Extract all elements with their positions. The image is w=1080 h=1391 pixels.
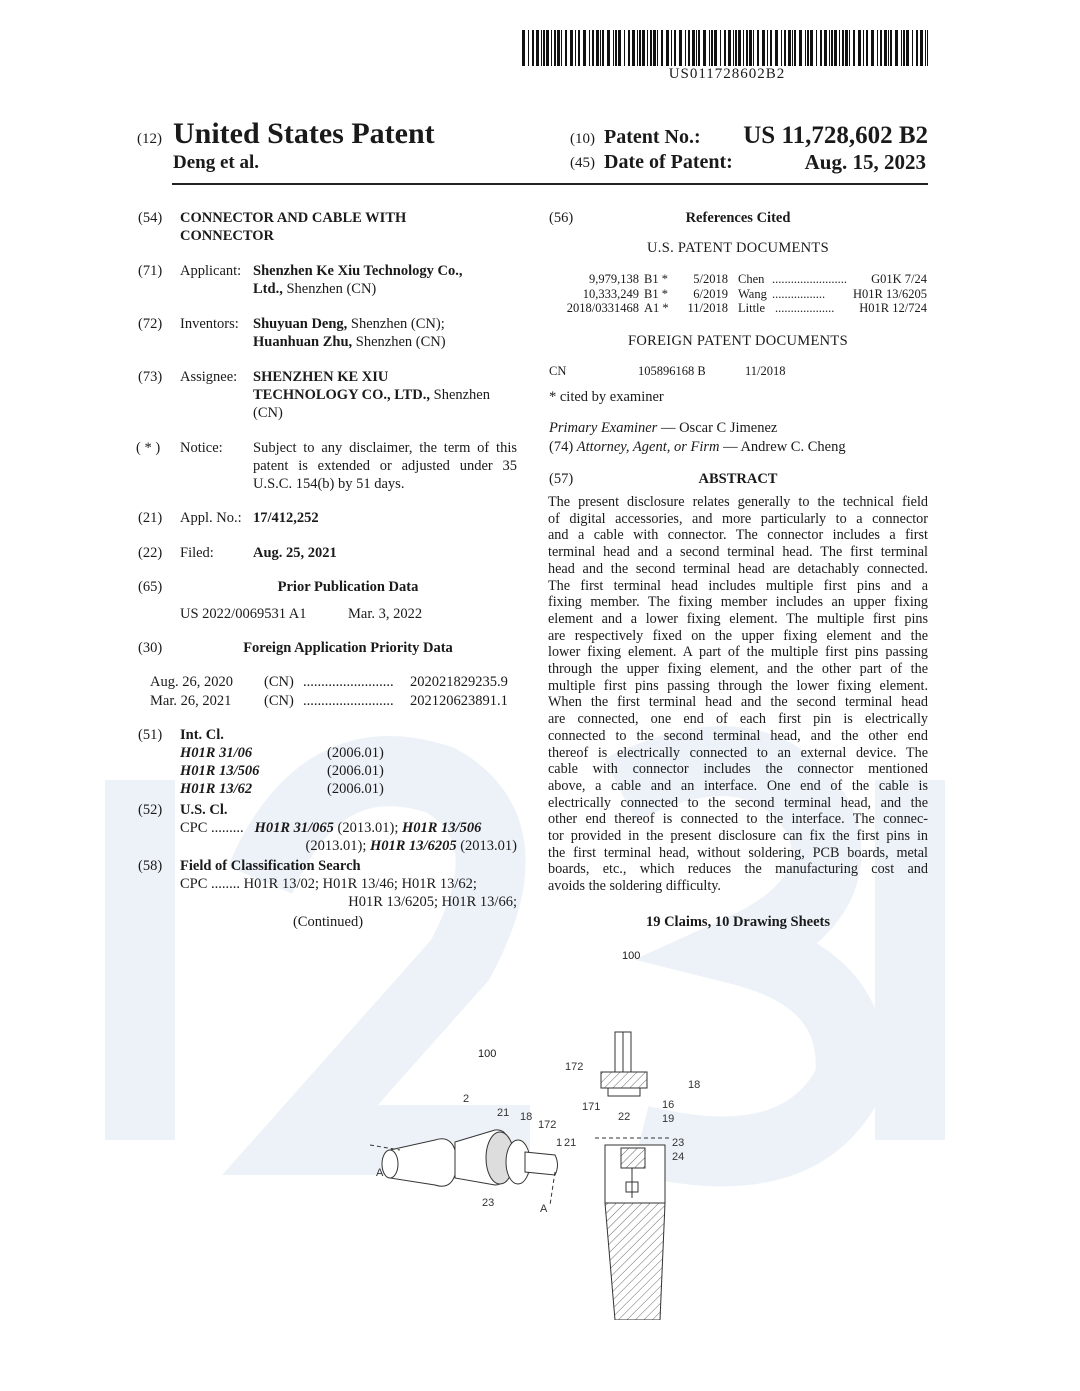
inid-code: (72) (138, 316, 163, 332)
barcode-bar (618, 30, 621, 66)
barcode-bar (816, 30, 817, 66)
prior-pub-date: Mar. 3, 2022 (348, 606, 423, 622)
inid-code: (73) (138, 369, 163, 385)
field-search-codes: H01R 13/6205; H01R 13/66; (348, 894, 517, 910)
barcode-bar (877, 30, 878, 66)
inventor-name: Shuyuan Deng, (253, 316, 348, 332)
abstract-line: the first terminal head, without soldering, PCB boards, metal (548, 844, 928, 861)
cpc-label: CPC ......... (180, 820, 244, 836)
int-cl-version: (2006.01) (327, 763, 384, 779)
barcode-bar (666, 30, 669, 66)
abstract-line: terminal head and a second terminal head. The first terminal (548, 544, 928, 561)
barcode-bar (674, 30, 676, 66)
barcode-bar (637, 30, 638, 66)
barcode-bar (927, 30, 928, 66)
document-title: United States Patent (173, 117, 435, 150)
abstract-line: The present disclosure relates generally to the technical field (548, 494, 928, 510)
barcode-bar (561, 30, 562, 66)
abstract-line: above, a cable and an interface. One end of the cable is (548, 777, 928, 794)
barcode-bar (657, 30, 658, 66)
inid-code: (51) (138, 727, 163, 743)
abstract-line: head and the second terminal head are detachably connected. (548, 560, 928, 577)
inid-code: (21) (138, 510, 163, 526)
priority-country: (CN) (264, 674, 294, 690)
barcode-bar (698, 30, 700, 66)
barcode-bar (762, 30, 765, 66)
inventors-label: Inventors: (180, 316, 239, 332)
int-cl-version: (2006.01) (327, 745, 384, 761)
abstract-line: are respectively fixed on the upper fixing element and the (548, 627, 928, 644)
prior-pub-heading: Prior Publication Data (277, 579, 419, 595)
abstract-heading: ABSTRACT (698, 471, 778, 487)
inid-code: (45) (570, 155, 595, 171)
inventor-location: Shenzhen (CN); (350, 316, 445, 332)
abstract-line: tor provided in the present disclosure can fix the first pins in (548, 828, 928, 844)
barcode-bar (647, 30, 648, 66)
ref-kind: B1 * (644, 272, 668, 286)
barcode-bar (546, 30, 549, 66)
barcode-bar (888, 30, 889, 66)
ref-dots: ................... (775, 301, 835, 315)
abstract-line: of digital accessories, and more particularly to a connector (548, 510, 928, 527)
priority-number: 202120623891.1 (410, 693, 508, 709)
drawing-ref-label: 18 (688, 1079, 701, 1091)
barcode-bar (781, 30, 782, 66)
barcode-bar (575, 30, 576, 66)
assignee-name: SHENZHEN KE XIU (253, 369, 389, 385)
barcode-bar (679, 30, 682, 66)
cpc-version: (2013.01) (460, 838, 517, 854)
abstract-line: lower fixing element. A part of the multiple first pins passing (548, 644, 928, 661)
barcode-bar (849, 30, 850, 66)
abstract-line: element and a lower fixing element. The multiple first pins (548, 610, 928, 627)
inid-code: (57) (549, 471, 574, 487)
patent-number: US 11,728,602 B2 (743, 122, 928, 149)
barcode-number: US011728602B2 (668, 66, 786, 82)
abstract-line: and a cable with connector. The connector includes a first (548, 527, 928, 544)
barcode-bar (615, 30, 617, 66)
barcode-bar (703, 30, 706, 66)
barcode-bar (632, 30, 635, 66)
barcode-bar (696, 30, 697, 66)
barcode-bar (607, 30, 610, 66)
inid-code: (10) (570, 131, 595, 147)
inid-code: (22) (138, 545, 163, 561)
barcode-bar (788, 30, 791, 66)
inid-code: (56) (549, 210, 574, 226)
ref-name: Chen (738, 272, 765, 286)
attorney-label: Attorney, Agent, or Firm (576, 439, 720, 455)
barcode-image (522, 30, 928, 66)
inid-code: (54) (138, 210, 163, 226)
priority-dots: ......................... (303, 693, 394, 709)
barcode-bar (784, 30, 786, 66)
barcode-bar (528, 30, 529, 66)
ref-patent-number: 9,979,138 (589, 272, 639, 286)
abstract-line: other end thereof is connected to the interface. The connec- (548, 811, 928, 828)
barcode-bar (522, 30, 525, 66)
barcode-bar (724, 30, 726, 66)
barcode-bar (863, 30, 864, 66)
us-docs-heading: U.S. PATENT DOCUMENTS (647, 240, 829, 256)
filed-date: Aug. 25, 2021 (253, 545, 337, 561)
barcode-bar (925, 30, 926, 66)
abstract-line: through the upper fixing element, and the other part of the (548, 661, 928, 677)
drawing-ref-label: 2 (463, 1093, 470, 1105)
field-search-codes: H01R 13/02; H01R 13/46; H01R 13/62; (243, 876, 477, 892)
abstract-line: multiple first pins passing through the lower fixing element. (548, 677, 928, 694)
priority-dots: ......................... (303, 674, 394, 690)
barcode-bar (613, 30, 614, 66)
priority-date: Mar. 26, 2021 (150, 693, 232, 709)
foreign-docs-heading: FOREIGN PATENT DOCUMENTS (628, 333, 848, 349)
ref-date: 6/2019 (693, 286, 728, 301)
examiner-name: — Oscar C Jimenez (660, 420, 778, 436)
barcode-bar (600, 30, 601, 66)
priority-number: 202021829235.9 (410, 674, 508, 690)
barcode-bar (720, 30, 721, 66)
barcode-bar (624, 30, 625, 66)
barcode-bar (792, 30, 793, 66)
cited-note: * cited by examiner (549, 389, 664, 405)
barcode-bar (749, 30, 752, 66)
claims-summary: 19 Claims, 10 Drawing Sheets (645, 914, 831, 930)
drawing-ref-label: 1 (556, 1137, 563, 1149)
barcode-bar (639, 30, 641, 66)
barcode-bar (858, 30, 861, 66)
notice-text: patent is extended or adjusted under 35 (253, 458, 517, 474)
abstract-line: avoids the soldering difficulty. (548, 878, 721, 895)
ref-date: 11/2018 (687, 301, 728, 315)
patent-no-label: Patent No.: (604, 126, 701, 148)
header-rule (172, 183, 928, 185)
barcode-bar (871, 30, 874, 66)
notice-label: Notice: (180, 440, 223, 456)
inid-code: (74) (549, 439, 574, 455)
drawing-ref-label: 21 (497, 1107, 510, 1119)
appl-no: 17/412,252 (253, 510, 319, 526)
ref-patent-number: 10,333,249 (582, 286, 639, 301)
int-cl-code: H01R 31/06 (180, 745, 253, 761)
barcode-bar (714, 30, 717, 66)
abstract-line: are connected, one end of each first pin is electrically (548, 711, 928, 728)
barcode-bar (589, 30, 590, 66)
barcode-bar (799, 30, 802, 66)
drawing-ref-label: 16 (662, 1099, 675, 1111)
ref-name: Wang (738, 286, 767, 301)
inid-code: (71) (138, 263, 163, 279)
barcode-bar (685, 30, 686, 66)
barcode-bar (794, 30, 796, 66)
barcode-bar (592, 30, 594, 66)
barcode-bar (775, 30, 778, 66)
barcode-bar (688, 30, 690, 66)
barcode-bar (671, 30, 672, 66)
barcode-bar (583, 30, 586, 66)
barcode-bar (842, 30, 844, 66)
assignee-location: (CN) (253, 405, 283, 421)
ref-class: H01R 12/724 (859, 301, 927, 315)
foreign-priority-heading: Foreign Application Priority Data (243, 640, 453, 656)
ref-kind: B1 * (644, 286, 668, 301)
barcode-bar (709, 30, 710, 66)
barcode-bar (767, 30, 768, 66)
barcode-bar (753, 30, 754, 66)
patent-date: Aug. 15, 2023 (804, 150, 926, 174)
ref-kind: A1 * (644, 301, 669, 315)
applicant-name: Ltd., (253, 281, 283, 297)
barcode-bar (770, 30, 772, 66)
barcode-bar (912, 30, 913, 66)
assignee-label: Assignee: (180, 369, 238, 385)
barcode-bar (653, 30, 656, 66)
barcode-bar (554, 30, 556, 66)
continued-note: (Continued) (292, 914, 364, 930)
barcode-bar (738, 30, 741, 66)
assignee-location: Shenzhen (433, 387, 490, 403)
abstract-line: When the first terminal head and the second terminal head (548, 694, 928, 711)
cpc-label: CPC ........ (180, 876, 241, 892)
barcode-bar (890, 30, 892, 66)
drawing-ref-label: 172 (565, 1061, 584, 1073)
inventor-name: Huanhuan Zhu, (253, 334, 353, 350)
barcode-bar (757, 30, 759, 66)
barcode-bar (834, 30, 837, 66)
prior-pub-number: US 2022/0069531 A1 (180, 606, 307, 622)
ref-dots: ........................ (772, 272, 847, 286)
inid-code: (65) (138, 579, 163, 595)
figure-ref-number: 100 (622, 950, 641, 962)
drawing-ref-label: A (540, 1203, 548, 1215)
applicant-label: Applicant: (180, 263, 242, 279)
barcode-bar (628, 30, 630, 66)
inid-code: (52) (138, 802, 163, 818)
barcode-bar (906, 30, 909, 66)
cpc-code: H01R 13/6205 (369, 838, 457, 854)
priority-date: Aug. 26, 2020 (150, 674, 233, 690)
barcode-bar (578, 30, 580, 66)
notice-text: U.S.C. 154(b) by 51 days. (253, 476, 405, 492)
drawing-ref-label: A (376, 1167, 384, 1179)
abstract-line: fixing member. The fixing member includes an upper fixing (548, 594, 928, 611)
barcode-bar (901, 30, 902, 66)
date-label: Date of Patent: (604, 151, 733, 173)
int-cl-code: H01R 13/62 (180, 781, 253, 797)
cpc-code: H01R 31/065 (254, 820, 334, 836)
barcode-bar (845, 30, 848, 66)
barcode-bar (733, 30, 734, 66)
inventor-short: Deng et al. (173, 152, 260, 173)
barcode-bar (543, 30, 545, 66)
barcode-bar (916, 30, 918, 66)
drawing-ref-label: 19 (662, 1113, 675, 1125)
barcode-bar (650, 30, 652, 66)
barcode-bar (596, 30, 599, 66)
barcode-bar (551, 30, 552, 66)
drawing-ref-label: 23 (672, 1137, 685, 1149)
barcode-bar (820, 30, 822, 66)
patent-drawing (360, 950, 720, 1320)
field-search-heading: Field of Classification Search (180, 858, 361, 874)
barcode-bar (661, 30, 663, 66)
abstract-line: cable with connector includes the connector mentioned (548, 761, 928, 778)
cpc-version: (2013.01); (337, 820, 399, 836)
cpc-version: (2013.01); (305, 838, 367, 854)
barcode-bar (557, 30, 560, 66)
priority-country: (CN) (264, 693, 294, 709)
barcode-bar (711, 30, 713, 66)
barcode-bar (536, 30, 539, 66)
inid-code: (58) (138, 858, 163, 874)
abstract-line: boards, etc., which reduces the manufacturing cost and (548, 861, 928, 878)
abstract-line: thereof is electrically connected to an external device. The (548, 744, 928, 761)
attorney-name: — Andrew C. Cheng (723, 439, 846, 455)
barcode-bar (565, 30, 567, 66)
barcode-bar (692, 30, 695, 66)
drawing-ref-label: 22 (618, 1111, 631, 1123)
int-cl-heading: Int. Cl. (180, 727, 224, 743)
barcode-bar (541, 30, 542, 66)
inid-code: (30) (138, 640, 163, 656)
figure-ref-number: 100 (478, 1048, 497, 1060)
ref-class: H01R 13/6205 (853, 286, 927, 301)
barcode-bar (570, 30, 573, 66)
abstract-line: connected to the second terminal head, and the other end (548, 727, 928, 744)
barcode-bar (807, 30, 809, 66)
ref-date: 5/2018 (693, 272, 728, 286)
drawing-ref-label: 21 (564, 1137, 577, 1149)
barcode-bar (743, 30, 744, 66)
applicant-name: Shenzhen Ke Xiu Technology Co., (253, 263, 463, 279)
appl-no-label: Appl. No.: (180, 510, 242, 526)
int-cl-code: H01R 13/506 (180, 763, 260, 779)
barcode-bar (884, 30, 887, 66)
barcode-bar (824, 30, 827, 66)
ref-patent-number: 2018/0331468 (566, 301, 639, 315)
examiner-label: Primary Examiner (549, 420, 658, 436)
drawing-ref-label: 171 (582, 1101, 601, 1113)
barcode-bar (642, 30, 645, 66)
invention-title-line1: CONNECTOR AND CABLE WITH (180, 210, 407, 226)
foreign-doc-country: CN (549, 364, 567, 378)
barcode-bar (728, 30, 731, 66)
barcode-bar (839, 30, 840, 66)
abstract-line: electrically connected to the second terminal head, and the (548, 794, 928, 811)
drawing-ref-label: 24 (672, 1151, 685, 1163)
barcode-bar (532, 30, 534, 66)
invention-title-line2: CONNECTOR (180, 228, 274, 244)
barcode-bar (920, 30, 923, 66)
inid-code: (12) (137, 131, 162, 147)
barcode-bar (903, 30, 905, 66)
barcode-bar (853, 30, 855, 66)
drawing-ref-label: 172 (538, 1119, 557, 1131)
drawing-ref-label: 18 (520, 1111, 533, 1123)
assignee-name: TECHNOLOGY CO., LTD., (253, 387, 430, 403)
barcode-bar (805, 30, 806, 66)
foreign-doc-date: 11/2018 (745, 364, 786, 378)
inid-code: ( * ) (136, 440, 161, 456)
ref-dots: ................. (772, 286, 826, 301)
us-cl-heading: U.S. Cl. (180, 802, 228, 818)
barcode-bar (895, 30, 898, 66)
abstract-line: The first terminal head includes multiple first pins and a (548, 577, 928, 594)
cpc-code: H01R 13/506 (401, 820, 482, 836)
drawing-ref-label: 23 (482, 1197, 495, 1209)
barcode-bar (829, 30, 830, 66)
ref-class: G01K 7/24 (871, 272, 927, 286)
barcode-bar (880, 30, 882, 66)
barcode-bar (810, 30, 813, 66)
ref-name: Little (738, 301, 766, 315)
references-heading: References Cited (685, 210, 791, 226)
foreign-doc-number: 105896168 B (638, 364, 706, 378)
applicant-location: Shenzhen (CN) (286, 281, 377, 297)
filed-label: Filed: (180, 545, 214, 561)
barcode-bar (735, 30, 737, 66)
barcode-bar (831, 30, 833, 66)
barcode-bar (866, 30, 868, 66)
barcode-bar (746, 30, 748, 66)
int-cl-version: (2006.01) (327, 781, 384, 797)
inventor-location: Shenzhen (CN) (355, 334, 446, 350)
barcode-bar (602, 30, 604, 66)
notice-text: Subject to any disclaimer, the term of this (253, 440, 517, 456)
